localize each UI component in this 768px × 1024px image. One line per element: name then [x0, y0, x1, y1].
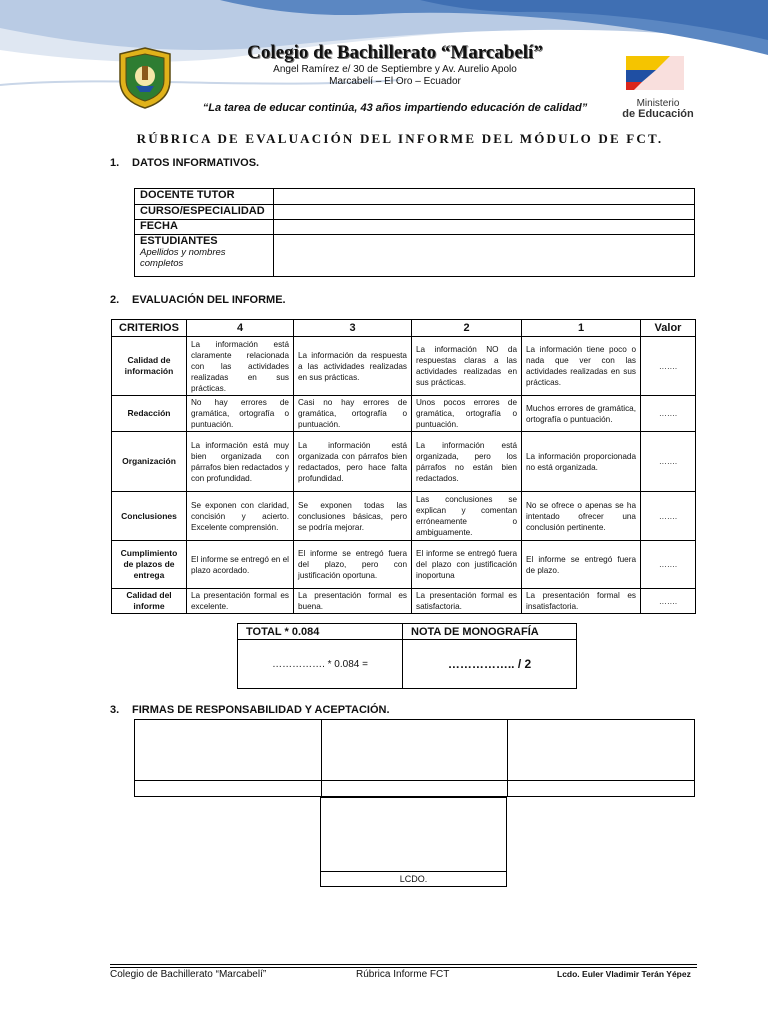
info-label: CURSO/ESPECIALIDAD [135, 205, 274, 220]
info-label-cell [135, 235, 274, 277]
criterion-cell: Organización [112, 432, 187, 492]
document-title: RÚBRICA DE EVALUACIÓN DEL INFORME DEL MÓDULO DE FCT. [136, 131, 664, 146]
section-1-title: DATOS INFORMATIVOS. [132, 157, 260, 169]
ministry-line1: Ministerio [636, 98, 680, 109]
table-row [112, 492, 696, 541]
value-cell[interactable]: ……. [641, 492, 696, 541]
signature-name-field[interactable] [135, 781, 322, 797]
level-4-cell: Se exponen con claridad, concisión y acierto. Excelente comprensión. [187, 492, 294, 541]
level-2-cell: Las conclusiones se explican y comentan erróneamente o ambiguamente. [412, 492, 522, 541]
rubric-header-row [112, 320, 696, 337]
column-header: 2 [412, 320, 522, 337]
school-address-line1: Angel Ramírez e/ 30 de Septiembre y Av. Aurelio Apolo [273, 64, 517, 75]
section-1-heading [110, 157, 259, 169]
level-1-cell: Muchos errores de gramática, ortografía o puntuación. [522, 396, 641, 432]
level-4-cell: La información está muy bien organizada con párrafos bien redactados y con profundidad. [187, 432, 294, 492]
column-header: 4 [187, 320, 294, 337]
lcdo-label: LCDO. [321, 872, 507, 887]
nota-header: NOTA DE MONOGRAFÍA [403, 624, 577, 640]
section-3-number: 3. [110, 704, 120, 716]
level-2-cell: La presentación formal es satisfactoria. [412, 589, 522, 614]
ministry-line2: de Educación [622, 108, 694, 120]
level-2-cell: El informe se entregó fuera del plazo con justificación inoportuna [412, 541, 522, 589]
info-value-field[interactable] [274, 220, 695, 235]
signature-name-field[interactable] [321, 781, 508, 797]
lcdo-signature-table [320, 797, 507, 887]
totals-table [237, 623, 577, 689]
column-header: Valor [641, 320, 696, 337]
value-cell[interactable]: ……. [641, 541, 696, 589]
school-address-line2: Marcabelí – El Oro – Ecuador [329, 76, 461, 87]
table-row [112, 589, 696, 614]
table-row [112, 541, 696, 589]
criterion-cell: Redacción [112, 396, 187, 432]
section-2-title: EVALUACIÓN DEL INFORME. [132, 294, 286, 306]
info-row [135, 235, 695, 277]
level-3-cell: La presentación formal es buena. [294, 589, 412, 614]
school-seal-logo [116, 46, 174, 110]
signature-name-field[interactable] [508, 781, 695, 797]
level-4-cell: No hay errores de gramática, ortografía o puntuación. [187, 396, 294, 432]
table-row [112, 432, 696, 492]
signature-label-row [321, 872, 507, 887]
signature-row [135, 720, 695, 781]
info-row [135, 220, 695, 235]
section-2-number: 2. [110, 294, 120, 306]
value-cell[interactable]: ……. [641, 337, 696, 396]
info-label: DOCENTE TUTOR [135, 189, 274, 205]
info-value-field[interactable] [274, 189, 695, 205]
level-3-cell: Se exponen todas las conclusiones básicas, pero se podría mejorar. [294, 492, 412, 541]
total-value-field[interactable]: ……………. * 0.084 = [238, 640, 403, 689]
school-name: Colegio de Bachillerato “Marcabelí” [247, 42, 543, 63]
section-3-heading [110, 704, 390, 716]
signature-box[interactable] [321, 720, 508, 781]
level-1-cell: La información tiene poco o nada que ver con las actividades realizadas en sus prácticas. [522, 337, 641, 396]
level-2-cell: La información NO da respuestas claras a las actividades realizadas en sus prácticas. [412, 337, 522, 396]
level-3-cell: La información da respuesta a las actividades realizadas en sus prácticas. [294, 337, 412, 396]
column-header: CRITERIOS [112, 320, 187, 337]
info-table [134, 188, 695, 277]
totals-value-row [238, 640, 577, 689]
column-header: 1 [522, 320, 641, 337]
footer-author: Lcdo. Euler Vladimir Terán Yépez [557, 969, 691, 979]
value-cell[interactable]: ……. [641, 396, 696, 432]
signature-box[interactable] [135, 720, 322, 781]
criterion-cell: Conclusiones [112, 492, 187, 541]
signature-name-row [135, 781, 695, 797]
total-header: TOTAL * 0.084 [238, 624, 403, 640]
footer-divider [110, 964, 697, 968]
signature-row [321, 798, 507, 872]
signature-box[interactable] [321, 798, 507, 872]
section-2-heading [110, 294, 286, 306]
level-1-cell: No se ofrece o apenas se ha intentado ofrecer una conclusión pertinente. [522, 492, 641, 541]
info-sublabel: Apellidos y nombres completos [140, 247, 226, 269]
level-4-cell: La presentación formal es excelente. [187, 589, 294, 614]
level-2-cell: La información está organizada, pero los párrafos no están bien redactados. [412, 432, 522, 492]
column-header: 3 [294, 320, 412, 337]
footer-school: Colegio de Bachillerato “Marcabelí” [110, 969, 267, 980]
value-cell[interactable]: ……. [641, 432, 696, 492]
criterion-cell: Calidad del informe [112, 589, 187, 614]
info-value-field[interactable] [274, 205, 695, 220]
info-row [135, 205, 695, 220]
section-1-number: 1. [110, 157, 120, 169]
info-label: FECHA [135, 220, 274, 235]
criterion-cell: Cumplimiento de plazos de entrega [112, 541, 187, 589]
level-2-cell: Unos pocos errores de gramática, ortografía o puntuación. [412, 396, 522, 432]
value-cell[interactable]: ……. [641, 589, 696, 614]
signature-table [134, 719, 695, 797]
level-1-cell: El informe se entregó fuera de plazo. [522, 541, 641, 589]
footer-document: Rúbrica Informe FCT [356, 969, 450, 980]
info-label: ESTUDIANTES [140, 235, 218, 247]
info-value-field[interactable] [274, 235, 695, 277]
level-3-cell: La información está organizada con párrafos bien redactados, pero hace falta profundidad. [294, 432, 412, 492]
level-3-cell: Casi no hay errores de gramática, ortografía o puntuación. [294, 396, 412, 432]
level-3-cell: El informe se entregó fuera del plazo, pero con justificación oportuna. [294, 541, 412, 589]
table-row [112, 396, 696, 432]
level-1-cell: La información proporcionada no está organizada. [522, 432, 641, 492]
signature-box[interactable] [508, 720, 695, 781]
totals-header-row [238, 624, 577, 640]
school-header [180, 42, 610, 88]
section-3-title: FIRMAS DE RESPONSABILIDAD Y ACEPTACIÓN. [132, 704, 390, 716]
rubric-table [111, 319, 696, 614]
criterion-cell: Calidad de información [112, 337, 187, 396]
table-row [112, 337, 696, 396]
nota-value-field[interactable]: …………….. / 2 [403, 640, 577, 689]
level-1-cell: La presentación formal es insatisfactoria. [522, 589, 641, 614]
level-4-cell: La información está claramente relacionada con las actividades realizadas en sus prácticas. [187, 337, 294, 396]
level-4-cell: El informe se entregó en el plazo acordado. [187, 541, 294, 589]
school-motto: “La tarea de educar continúa, 43 años impartiendo educación de calidad” [202, 102, 588, 114]
info-row [135, 189, 695, 205]
